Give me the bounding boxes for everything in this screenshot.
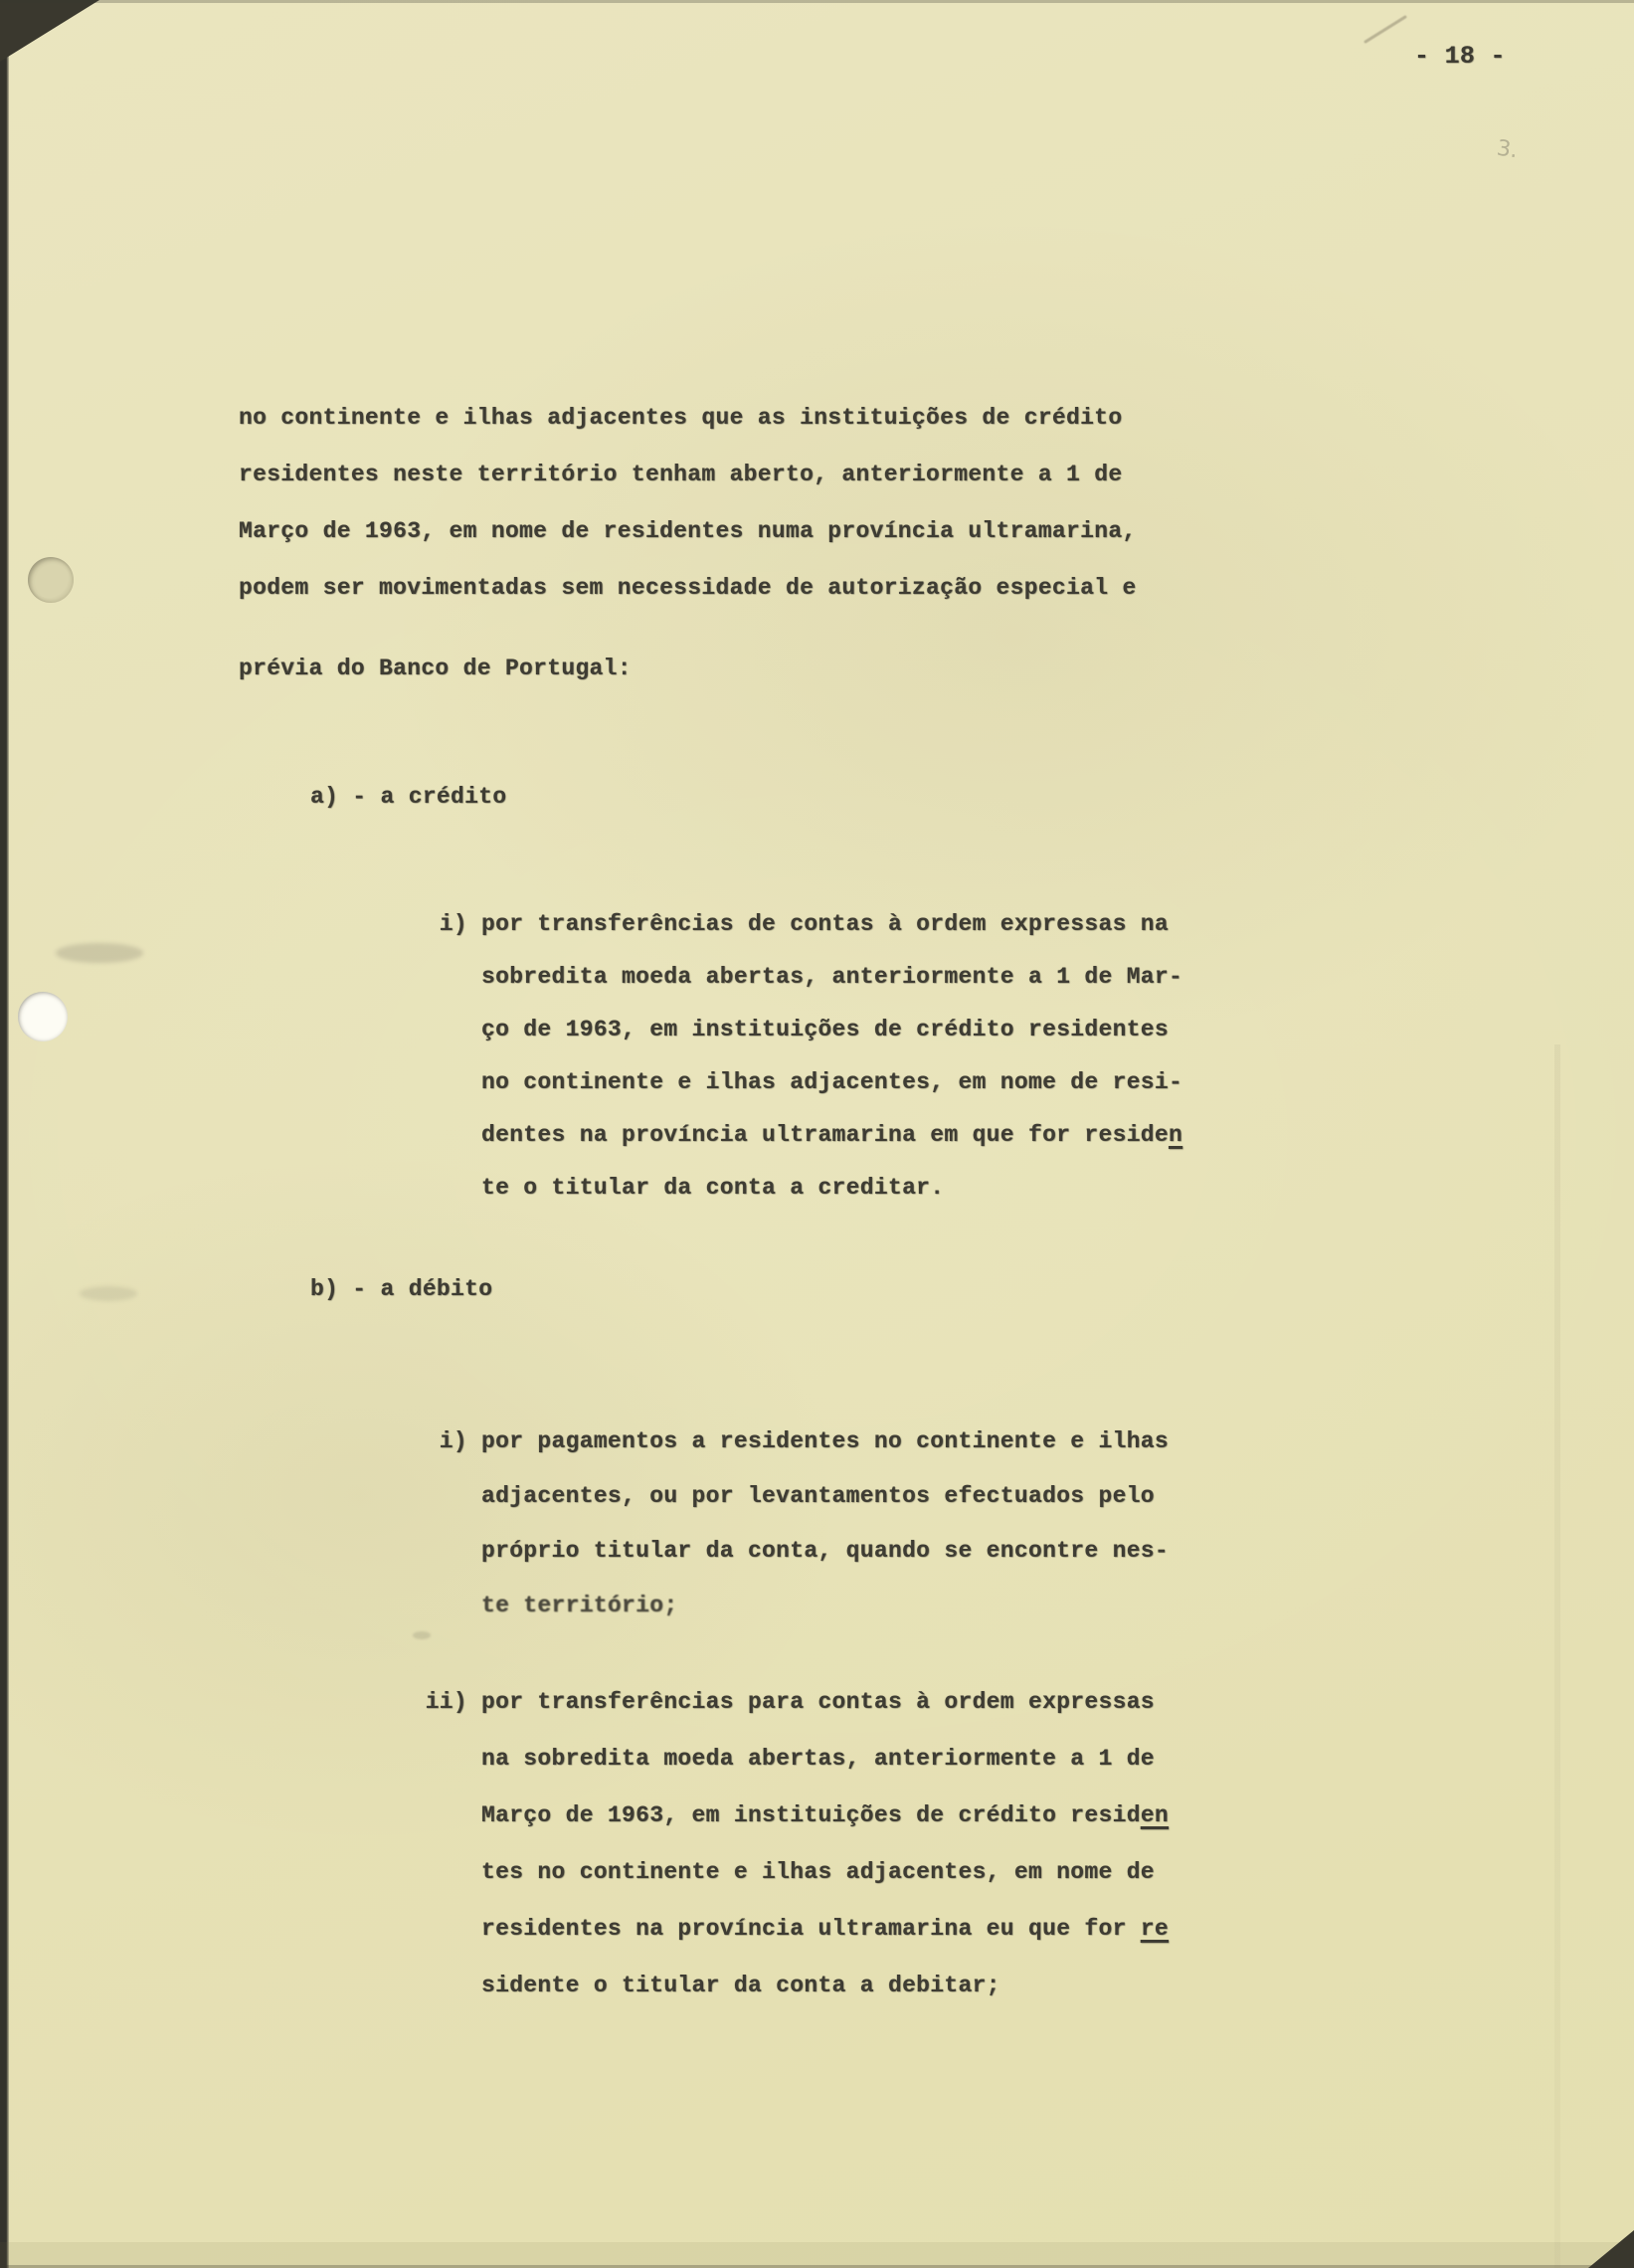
item-lines <box>481 1415 1169 1633</box>
text-line: Março de 1963, em nome de residentes numa província ultramarina, <box>239 518 1137 544</box>
scan-corner-top-left <box>0 0 99 62</box>
scan-edge-top <box>0 0 1634 3</box>
line-text: sobredita moeda abertas, anteriormente a 1 de Mar- <box>481 964 1183 990</box>
item-marker: i) <box>439 1428 467 1454</box>
text-line: no continente e ilhas adjacentes que as instituições de crédito <box>239 405 1123 431</box>
text-line <box>481 898 1182 951</box>
line-text: por transferências de contas à ordem expressas na <box>481 911 1170 937</box>
text-line <box>481 951 1182 1004</box>
pencil-slash-mark <box>1363 15 1407 44</box>
line-text: te território; <box>481 1593 678 1618</box>
text-line <box>481 1056 1182 1109</box>
underlined-fragment: n <box>1169 1122 1183 1148</box>
item-lines <box>481 898 1182 1215</box>
text-line <box>481 1901 1169 1958</box>
ink-smudge <box>80 1286 137 1301</box>
punch-hole-lower <box>18 992 68 1041</box>
text-line <box>481 1415 1169 1469</box>
text-line: podem ser movimentadas sem necessidade de autorização especial e <box>239 575 1137 601</box>
section-a-label: a) - a crédito <box>310 784 507 810</box>
punch-hole-upper <box>28 557 74 603</box>
line-text: te o titular da conta a creditar. <box>481 1175 945 1201</box>
text-line <box>481 1674 1169 1731</box>
list-item-a-i <box>396 898 1182 1215</box>
line-text: tes no continente e ilhas adjacentes, em nome de <box>481 1859 1155 1885</box>
text-line <box>481 1579 1169 1633</box>
line-text: residentes na província ultramarina eu que for <box>481 1916 1141 1942</box>
text-line: prévia do Banco de Portugal: <box>239 656 632 681</box>
line-text: adjacentes, ou por levantamentos efectuados pelo <box>481 1483 1155 1509</box>
pencil-note: 3. <box>1495 135 1520 164</box>
section-b-label: b) - a débito <box>310 1276 493 1302</box>
text-line <box>481 1109 1182 1162</box>
line-text: dentes na província ultramarina em que for reside <box>481 1122 1170 1148</box>
underlined-fragment: en <box>1140 1802 1170 1828</box>
item-lines <box>481 1674 1169 2014</box>
line-text: no continente e ilhas adjacentes, em nome de resi- <box>481 1069 1183 1095</box>
text-line <box>481 1469 1169 1524</box>
line-text: na sobredita moeda abertas, anteriormente a 1 de <box>481 1746 1155 1772</box>
line-text: por pagamentos a residentes no continente e ilhas <box>481 1428 1170 1454</box>
text-line <box>481 1788 1169 1844</box>
text-line: residentes neste território tenham aberto, anteriormente a 1 de <box>239 462 1123 487</box>
paper-crease <box>1554 1044 1560 2268</box>
ink-smudge <box>56 943 143 963</box>
intro-paragraph <box>239 390 1137 697</box>
line-text: Março de 1963, em instituições de crédito resid <box>481 1802 1141 1828</box>
text-line <box>481 1958 1169 2014</box>
item-marker: ii) <box>425 1689 467 1715</box>
list-item-b-ii <box>396 1674 1169 2014</box>
page-number: - 18 - <box>1414 42 1506 71</box>
text-line <box>481 1524 1169 1579</box>
text-line <box>481 1844 1169 1901</box>
scan-edge-left <box>0 0 9 2268</box>
underlined-fragment: re <box>1140 1916 1170 1942</box>
text-line <box>481 1162 1182 1215</box>
line-text: por transferências para contas à ordem expressas <box>481 1689 1155 1715</box>
item-marker: i) <box>439 911 467 937</box>
text-line <box>481 1731 1169 1788</box>
list-item-b-i <box>396 1415 1169 1633</box>
text-line <box>481 1004 1182 1056</box>
line-text: sidente o titular da conta a debitar; <box>481 1973 1000 1998</box>
line-text: próprio titular da conta, quando se encontre nes- <box>481 1538 1170 1564</box>
line-text: ço de 1963, em instituições de crédito residentes <box>481 1017 1170 1042</box>
